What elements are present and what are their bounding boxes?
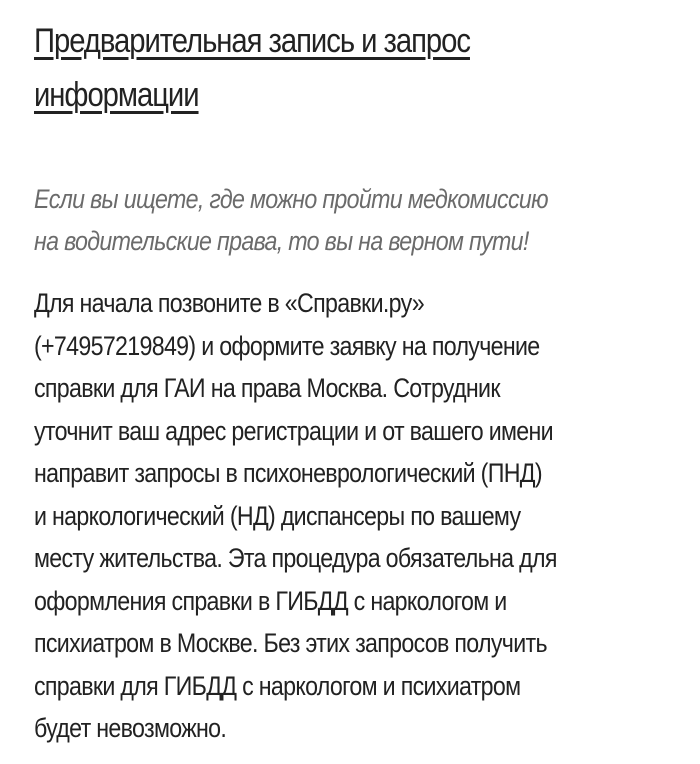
- lead-paragraph: [34, 178, 662, 262]
- lead-line: Если вы ищете, где можно пройти медкомиссию: [34, 184, 548, 214]
- body-line: психиатром в Москве. Без этих запросов получить: [34, 628, 547, 658]
- body-line: справки для ГАИ на права Москва. Сотрудник: [34, 373, 500, 403]
- body-line: и наркологический (НД) диспансеры по вашему: [34, 500, 521, 531]
- lead-line: на водительские права, то вы на верном пути!: [34, 226, 529, 256]
- body-line: уточнит ваш адрес регистрации и от вашего имени: [34, 415, 553, 446]
- section-title-link[interactable]: [34, 14, 567, 122]
- body-line: будет невозможно.: [34, 713, 227, 743]
- body-line: Для начала позвоните в «Справки.ру»: [34, 288, 424, 318]
- body-line: справки для ГИБДД с наркологом и психиатром: [34, 670, 521, 701]
- title-line: Предварительная запись и запрос: [34, 22, 470, 60]
- body-paragraph: [34, 282, 662, 750]
- body-line: направит запросы в психоневрологический (ПНД): [34, 458, 542, 488]
- title-line: информации: [34, 76, 199, 114]
- body-line: месту жительства. Эта процедура обязательна для: [34, 543, 557, 573]
- body-line: оформления справки в ГИБДД с наркологом и: [34, 585, 507, 616]
- body-line: (+74957219849) и оформите заявку на получение: [34, 330, 540, 361]
